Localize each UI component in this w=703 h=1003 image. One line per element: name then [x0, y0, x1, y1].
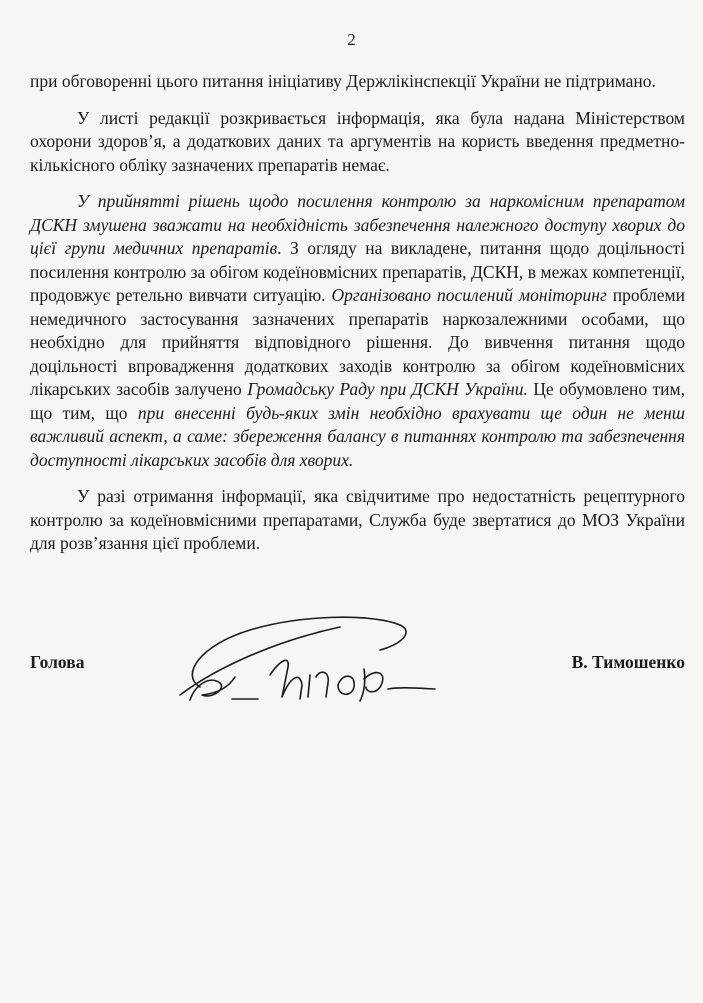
italic-emphasis: Організовано посилений моніторинг: [331, 285, 607, 305]
italic-emphasis: Громадську Раду при ДСКН України.: [247, 379, 528, 399]
paragraph-text: при обговоренні цього питання ініціативу Держлікінспекції України не підтримано.: [30, 71, 656, 91]
paragraph: [30, 70, 685, 94]
page-number: 2: [347, 30, 356, 49]
signer-name: В. Тимошенко: [571, 652, 685, 672]
signature-block: [30, 600, 685, 720]
paragraph-text: проблеми немедичного застосування зазначених препаратів наркозалежними особами, що необхідно для прийняття відповідного рішення. До вивчення питання щодо доцільності впровадження додаткових заходів контролю за обігом кодеїновмісних лікарських засобів залучено: [30, 285, 685, 399]
paragraph-text: У листі редакції розкривається інформація, яка була надана Міністерством охорони здоров’я, а додаткових даних та аргументів на користь введення предметно-кількісного обліку зазначених препаратів немає.: [30, 107, 685, 175]
handwritten-signature: [160, 605, 460, 715]
signer-position: Голова: [30, 652, 85, 672]
paragraph-text: Це обумовлено тим, що тим, що: [30, 379, 685, 423]
paragraph-text: У разі отримання інформації, яка свідчитиме про недостатність рецептурного контролю за кодеїновмісними препаратами, Служба буде звертатися до МОЗ України для розв’язання цієї проблеми.: [30, 486, 685, 553]
italic-emphasis: при внесенні будь-яких змін необхідно врахувати ще один не менш важливий аспект, а саме: збереження балансу в питаннях контролю та забезпечення доступності лікарських засобів для хворих.: [30, 402, 685, 470]
paragraph: [30, 485, 685, 556]
paragraph: [30, 190, 685, 472]
paragraph: [30, 107, 685, 178]
paragraph-text: . З огляду на викладене, питання щодо доцільності посилення контролю за обігом кодеїновмісних препаратів, ДСКН, в межах компетенції, продовжує ретельно вивчати ситуацію.: [30, 238, 686, 305]
letter-body: [30, 70, 685, 569]
italic-emphasis: У прийнятті рішень щодо посилення контролю за наркомісним препаратом ДСКН змушена зважати на необхідність забезпечення належного доступу хворих до цієї групи медичних препаратів: [30, 191, 685, 258]
